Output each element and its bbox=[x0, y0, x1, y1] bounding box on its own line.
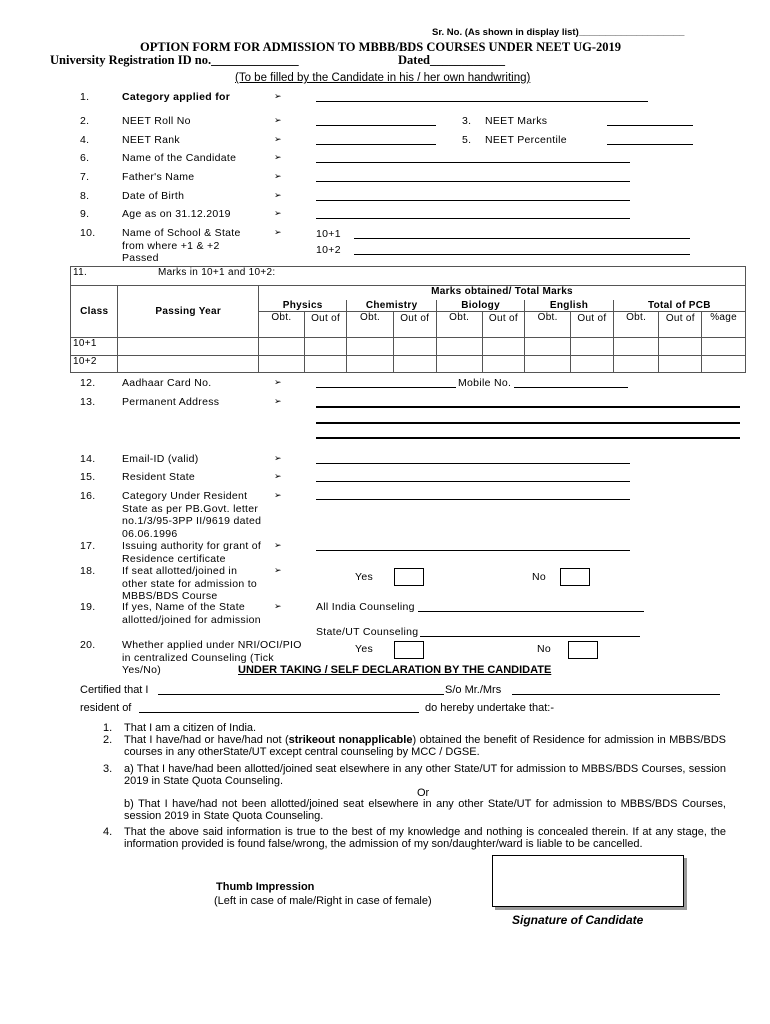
subject-chemistry: Chemistry bbox=[347, 300, 436, 312]
marks-group-header: Marks obtained/ Total Marks bbox=[259, 286, 746, 300]
table-row: 10+2 bbox=[71, 356, 746, 373]
seat-no-checkbox[interactable] bbox=[560, 568, 590, 586]
category-line[interactable] bbox=[316, 101, 648, 102]
certified-name-line[interactable] bbox=[158, 694, 444, 695]
category-resident-line[interactable] bbox=[316, 499, 630, 500]
subject-physics: Physics bbox=[259, 300, 347, 312]
arrow-icon: ➢ bbox=[274, 208, 282, 218]
marks-table: 11. Marks in 10+1 and 10+2: Class Passing Year Marks obtained/ Total Marks Physics Chemistry Biology English Total of PCB Obt. Out of Obt. Out of Obt. Out of Obt. Out of Obt. Out of %age 10+1 10+2 bbox=[70, 266, 746, 373]
arrow-icon: ➢ bbox=[274, 471, 282, 481]
state-ut-line[interactable] bbox=[420, 636, 640, 637]
arrow-icon: ➢ bbox=[274, 565, 282, 575]
declaration-heading: UNDER TAKING / SELF DECLARATION BY THE CANDIDATE bbox=[238, 664, 552, 676]
instruction-note: (To be filled by the Candidate in his / her own handwriting) bbox=[235, 72, 531, 84]
arrow-icon: ➢ bbox=[274, 115, 282, 125]
arrow-icon: ➢ bbox=[274, 377, 282, 387]
address-line-1[interactable] bbox=[316, 406, 740, 408]
declaration-item-2: That I have/had or have/had not (strikeout nonapplicable) obtained the benefit of Residence for admission in MBBS/BDS courses in any otherState/UT except central counseling by MCC / DGSE. bbox=[124, 734, 726, 758]
nri-no-checkbox[interactable] bbox=[568, 641, 598, 659]
marks-heading: Marks in 10+1 and 10+2: bbox=[118, 267, 746, 286]
arrow-icon: ➢ bbox=[274, 601, 282, 611]
address-line-2[interactable] bbox=[316, 422, 740, 424]
aadhaar-line[interactable] bbox=[316, 387, 456, 388]
candidate-name-line[interactable] bbox=[316, 162, 630, 163]
mobile-label: Mobile No. bbox=[458, 377, 512, 389]
arrow-icon: ➢ bbox=[274, 152, 282, 162]
thumb-impression-box[interactable] bbox=[492, 855, 684, 907]
arrow-icon: ➢ bbox=[274, 190, 282, 200]
arrow-icon: ➢ bbox=[274, 490, 282, 500]
subject-english: English bbox=[525, 300, 613, 312]
all-india-line[interactable] bbox=[418, 611, 644, 612]
declaration-item-3a: a) That I have/had been allotted/joined seat elsewhere in any other State/UT for admission to MBBS/BDS Courses, session 2019 in State Quota Counseling. bbox=[124, 763, 726, 787]
arrow-icon: ➢ bbox=[274, 91, 282, 101]
all-india-label: All India Counseling bbox=[316, 601, 415, 613]
neet-marks-line[interactable] bbox=[607, 125, 693, 126]
state-ut-label: State/UT Counseling bbox=[316, 626, 419, 638]
dob-line[interactable] bbox=[316, 200, 630, 201]
school-10-1-line[interactable] bbox=[354, 238, 690, 239]
neet-rank-line[interactable] bbox=[316, 144, 436, 145]
roll-no-line[interactable] bbox=[316, 125, 436, 126]
nri-yes-checkbox[interactable] bbox=[394, 641, 424, 659]
age-line[interactable] bbox=[316, 218, 630, 219]
dated-field[interactable]: Dated____________ bbox=[398, 53, 505, 67]
thumb-impression-note: (Left in case of male/Right in case of female) bbox=[214, 895, 432, 907]
passing-year-header: Passing Year bbox=[118, 286, 259, 338]
seat-yes-checkbox[interactable] bbox=[394, 568, 424, 586]
resident-of-line[interactable] bbox=[139, 712, 419, 713]
email-line[interactable] bbox=[316, 463, 630, 464]
declaration-item-3b: b) That I have/had not been allotted/joined seat elsewhere in any other State/UT for admission to MBBS/BDS Courses, session 2019 in State Quota Counseling. bbox=[124, 798, 726, 822]
neet-percentile-line[interactable] bbox=[607, 144, 693, 145]
field-label: Category applied for bbox=[122, 91, 231, 103]
arrow-icon: ➢ bbox=[274, 453, 282, 463]
class-header: Class bbox=[71, 286, 118, 338]
issuing-authority-line[interactable] bbox=[316, 550, 630, 551]
thumb-impression-label: Thumb Impression bbox=[216, 881, 315, 893]
father-name-line[interactable] bbox=[316, 181, 630, 182]
mobile-line[interactable] bbox=[514, 387, 628, 388]
table-row: 10+1 bbox=[71, 338, 746, 356]
registration-id[interactable]: University Registration ID no.______________ bbox=[50, 53, 299, 67]
subject-biology: Biology bbox=[436, 300, 524, 312]
arrow-icon: ➢ bbox=[274, 396, 282, 406]
parent-name-line[interactable] bbox=[512, 694, 720, 695]
serial-number: Sr. No. (As shown in display list)____________________ bbox=[432, 27, 685, 38]
declaration-item-1: That I am a citizen of India. bbox=[124, 722, 257, 734]
arrow-icon: ➢ bbox=[274, 171, 282, 181]
form-title: OPTION FORM FOR ADMISSION TO MBBB/BDS COURSES UNDER NEET UG-2019 bbox=[140, 40, 621, 54]
signature-label[interactable]: Signature of Candidate bbox=[512, 913, 644, 927]
declaration-item-4: That the above said information is true to the best of my knowledge and nothing is concealed therein. If at any stage, the information provided is found false/wrong, the admission of my son/daughter/ward is liable to be cancelled. bbox=[124, 826, 726, 850]
arrow-icon: ➢ bbox=[274, 540, 282, 550]
address-line-3[interactable] bbox=[316, 437, 740, 439]
arrow-icon: ➢ bbox=[274, 134, 282, 144]
arrow-icon: ➢ bbox=[274, 227, 282, 237]
subject-total-pcb: Total of PCB bbox=[613, 300, 745, 312]
resident-state-line[interactable] bbox=[316, 481, 630, 482]
school-10-2-line[interactable] bbox=[354, 254, 690, 255]
